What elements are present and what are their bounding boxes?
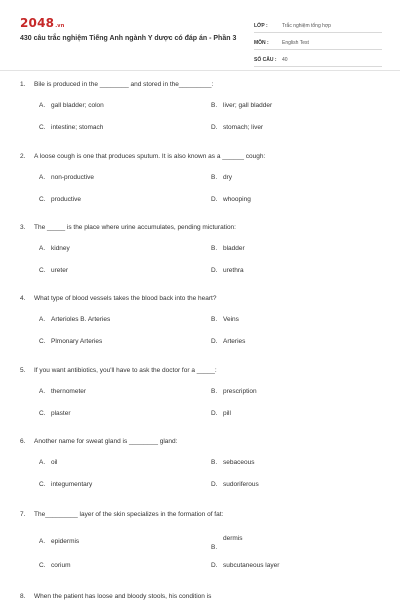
option-text: urethra: [223, 267, 244, 274]
option-letter: C.: [39, 267, 46, 274]
option-letter: C.: [39, 338, 46, 345]
option-a[interactable]: [39, 458, 58, 468]
question-number: 1.: [20, 81, 26, 88]
option-text: bladder: [223, 245, 245, 252]
option-letter: A.: [39, 102, 46, 109]
question-stem: [20, 223, 390, 233]
option-text: ureter: [51, 267, 68, 274]
question-8: [20, 592, 390, 602]
site-logo[interactable]: [20, 16, 65, 30]
option-letter: D.: [211, 267, 218, 274]
option-text: liver; gall bladder: [223, 102, 273, 109]
question-text: What type of blood vessels takes the blood back into the heart?: [34, 295, 217, 302]
option-letter: B.: [211, 459, 218, 466]
option-letter: B.: [211, 174, 218, 181]
option-letter: D.: [211, 124, 218, 131]
question-number: 3.: [20, 224, 26, 231]
option-letter: D.: [211, 481, 218, 488]
option-text: epidermis: [51, 538, 80, 545]
option-letter: B.: [211, 245, 218, 252]
option-text: corium: [51, 562, 71, 569]
question-stem: [20, 437, 390, 447]
option-letter: A.: [39, 388, 46, 395]
option-d[interactable]: [211, 409, 231, 419]
option-text: integumentary: [51, 481, 93, 488]
option-text: Veins: [223, 316, 239, 323]
option-c[interactable]: [39, 409, 71, 419]
meta-label: MÔN :: [254, 40, 269, 46]
logo-sub: .vn: [55, 23, 65, 29]
meta-value: 40: [282, 57, 288, 63]
option-d[interactable]: [211, 561, 279, 571]
question-text: When the patient has loose and bloody stools, his condition is: [34, 593, 212, 600]
option-letter: A.: [39, 459, 46, 466]
logo-main: 2048: [20, 16, 55, 30]
option-letter: C.: [39, 562, 46, 569]
option-text: Arteries: [223, 338, 246, 345]
question-2: [20, 152, 390, 206]
meta-label: SỐ CÂU :: [254, 57, 277, 63]
option-text: Arterioles B. Arteries: [51, 316, 111, 323]
option-letter: D.: [211, 410, 218, 417]
option-letter: C.: [39, 196, 46, 203]
option-text: subcutaneous layer: [223, 562, 280, 569]
option-b[interactable]: [211, 101, 272, 111]
option-text: stomach; liver: [223, 124, 264, 131]
option-letter: A.: [39, 316, 46, 323]
option-letter: D.: [211, 562, 218, 569]
question-number: 6.: [20, 438, 26, 445]
option-a[interactable]: [39, 173, 94, 183]
option-b[interactable]: [211, 534, 243, 553]
option-text: pill: [223, 410, 231, 417]
meta-row-class: [254, 16, 382, 33]
option-text: productive: [51, 196, 81, 203]
question-text: A loose cough is one that produces sputum. It is also known as a ______ cough:: [34, 153, 266, 160]
question-text: Another name for sweat gland is ________ gland:: [34, 438, 178, 445]
question-stem: [20, 80, 390, 90]
question-number: 4.: [20, 295, 26, 302]
option-c[interactable]: [39, 266, 68, 276]
options: [20, 162, 390, 206]
question-text: The _____ is the place where urine accumulates, pending micturation:: [34, 224, 236, 231]
option-b[interactable]: [211, 387, 257, 397]
option-letter: A.: [39, 245, 46, 252]
option-text: kidney: [51, 245, 70, 252]
meta-value: English Test: [282, 40, 309, 46]
option-d[interactable]: [211, 480, 259, 490]
option-letter: C.: [39, 481, 46, 488]
option-text: sudoriferous: [223, 481, 259, 488]
options: [20, 233, 390, 277]
option-d[interactable]: [211, 123, 263, 133]
question-stem: [20, 294, 390, 304]
question-text: If you want antibiotics, you'll have to ask the doctor for a _____:: [34, 367, 217, 374]
option-c[interactable]: [39, 195, 81, 205]
question-text: The_________ layer of the skin specializes in the formation of fat:: [34, 511, 224, 518]
option-text: non-productive: [51, 174, 94, 181]
options: [20, 90, 390, 134]
option-text: dermis: [223, 535, 243, 542]
option-d[interactable]: [211, 266, 244, 276]
option-text: intestine; stomach: [51, 124, 104, 131]
option-a[interactable]: [39, 315, 110, 325]
option-letter: C.: [39, 124, 46, 131]
question-7: [20, 510, 390, 569]
option-d[interactable]: [211, 337, 245, 347]
option-b[interactable]: [211, 315, 239, 325]
question-stem: [20, 152, 390, 162]
option-text: dry: [223, 174, 233, 181]
option-c[interactable]: [39, 480, 92, 490]
option-text: plaster: [51, 410, 71, 417]
option-b[interactable]: [211, 173, 232, 183]
meta-row-count: [254, 50, 382, 67]
question-3: [20, 223, 390, 277]
option-text: Plmonary Arteries: [51, 338, 103, 345]
option-text: prescription: [223, 388, 257, 395]
option-text: whooping: [223, 196, 251, 203]
question-6: [20, 437, 390, 491]
option-letter: B.: [211, 544, 218, 551]
option-text: thernometer: [51, 388, 87, 395]
option-c[interactable]: [39, 337, 102, 347]
option-a[interactable]: [39, 537, 79, 547]
meta-info: [254, 16, 382, 67]
meta-value: Trắc nghiệm tổng hợp: [282, 23, 331, 29]
meta-row-subject: [254, 33, 382, 50]
options: [20, 520, 390, 569]
option-a[interactable]: [39, 101, 104, 111]
option-letter: B.: [211, 316, 218, 323]
question-number: 2.: [20, 153, 26, 160]
question-text: Bile is produced in the ________ and stored in the_________:: [34, 81, 214, 88]
option-c[interactable]: [39, 561, 71, 571]
question-4: [20, 294, 390, 348]
question-stem: [20, 366, 390, 376]
option-letter: D.: [211, 196, 218, 203]
option-a[interactable]: [39, 244, 70, 254]
option-text: gall bladder; colon: [51, 102, 104, 109]
option-b[interactable]: [211, 458, 254, 468]
option-c[interactable]: [39, 123, 103, 133]
option-text: sebaceous: [223, 459, 255, 466]
options: [20, 376, 390, 420]
question-5: [20, 366, 390, 420]
header-divider: [0, 70, 400, 71]
option-letter: D.: [211, 338, 218, 345]
options: [20, 447, 390, 491]
option-letter: B.: [211, 102, 218, 109]
option-text: oil: [51, 459, 58, 466]
question-number: 5.: [20, 367, 26, 374]
option-letter: A.: [39, 538, 46, 545]
question-1: [20, 80, 390, 134]
question-stem: [20, 510, 390, 520]
option-b[interactable]: [211, 244, 245, 254]
option-letter: B.: [211, 388, 218, 395]
option-d[interactable]: [211, 195, 251, 205]
option-letter: C.: [39, 410, 46, 417]
option-letter: A.: [39, 174, 46, 181]
meta-label: LỚP :: [254, 23, 268, 29]
options: [20, 304, 390, 348]
question-number: 7.: [20, 511, 26, 518]
option-a[interactable]: [39, 387, 86, 397]
question-number: 8.: [20, 593, 26, 600]
question-stem: [20, 592, 390, 602]
page-title: 430 câu trắc nghiệm Tiếng Anh ngành Y dược có đáp án - Phần 3: [20, 35, 237, 42]
